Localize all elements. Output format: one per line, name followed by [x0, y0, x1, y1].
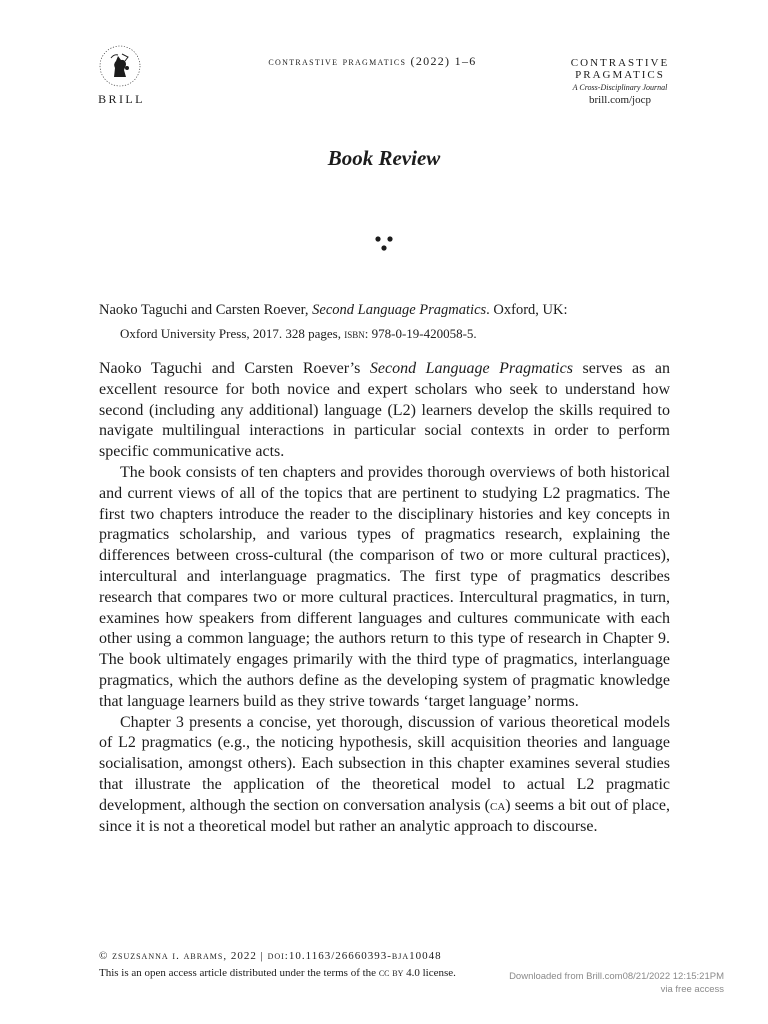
- paragraph-3-before: Chapter 3 presents a concise, yet thorough, discussion of various theoretical models of L2 pragmatics (e.g., the noticing hypothesis, skill acquisition theories and language socialisation, amongst others). Each subsection in this chapter examines several studies that illustrate the application of the theoretical model to actual L2 pragmatic development, although the section on conversation analysis (: [99, 713, 670, 814]
- citation-place: . Oxford, UK:: [486, 302, 568, 318]
- article-type-heading: Book Review: [327, 146, 441, 170]
- journal-subtitle: A Cross-Disciplinary Journal: [572, 83, 668, 92]
- running-head: contrastive pragmatics (2022) 1–6: [268, 54, 477, 68]
- body-paragraph-2: The book consists of ten chapters and provides thorough overviews of both historical and current views of all of the topics that are pertinent to studying L2 pragmatics. The first two chapters introduce the reader to the disciplinary histories and key concepts in pragmatics scholarship, and various types of pragmatics research, explaining the differences between cross-cultural (the comparison of two or more cultural practices), intercultural and interlanguage pragmatics. The first type of pragmatics describes research that compares two or more cultural practices. Intercultural pragmatics, in turn, examines how speakers from different languages and cultures communicate with each other using a common language; the authors return to this type of research in Chapter 9. The book ultimately engages primarily with the third type of pragmatics, interlanguage pragmatics, which the authors define as the developing system of pragmatic knowledge that language learners build as they strive towards ‘target language’ norms.: [99, 463, 670, 710]
- citation-isbn-label: isbn: [344, 326, 365, 341]
- publisher-name: BRILL: [98, 92, 145, 106]
- paragraph-1-book-title: Second Language Pragmatics: [369, 360, 573, 377]
- paragraph-3-after: ) seems a bit out of place, since it is not a theoretical model but rather an analytic approach to discourse.: [99, 796, 670, 835]
- brill-emblem-icon: [98, 44, 142, 88]
- ornament-dots-icon: [372, 232, 396, 257]
- paragraph-1-rest: serves as an excellent resource for both novice and expert scholars who seek to understand how second (including any additional) language (L2) learners develop the skills required to navigate multilingual interactions in particular social contexts in order to perform specific communicative acts.: [99, 360, 670, 461]
- paragraph-1-lead: Naoko Taguchi and Carsten Roever’s: [99, 360, 370, 377]
- citation-title: Second Language Pragmatics: [312, 302, 487, 318]
- paragraph-3-abbr: ca: [490, 796, 506, 814]
- license-text: This is an open access article distributed under the terms of the: [99, 967, 379, 979]
- journal-name-line1: CONTRASTIVE: [570, 57, 670, 69]
- download-watermark: [434, 970, 724, 996]
- copyright-line: © zsuzsanna i. abrams, 2022 | doi:10.1163/26660393-bja10048: [99, 950, 442, 962]
- article-body: [99, 359, 670, 837]
- journal-name-line2: PRAGMATICS: [575, 69, 665, 81]
- journal-masthead: [560, 57, 680, 106]
- citation-authors: Naoko Taguchi and Carsten Roever,: [99, 302, 313, 318]
- citation-publisher-line: [99, 322, 669, 345]
- body-paragraph-3: [99, 713, 670, 838]
- brill-logo[interactable]: [92, 44, 148, 107]
- body-paragraph-1: [99, 359, 670, 463]
- citation-publisher: Oxford University Press, 2017. 328 pages,: [120, 326, 345, 341]
- book-citation: [99, 299, 669, 345]
- citation-isbn: : 978-0-19-420058-5.: [364, 326, 477, 341]
- license-link[interactable]: cc by: [378, 967, 404, 979]
- license-version: 4.0 license.: [403, 967, 456, 979]
- journal-url-link[interactable]: brill.com/jocp: [588, 94, 651, 106]
- download-note-line1: Downloaded from Brill.com08/21/2022 12:15:21PM: [509, 971, 724, 982]
- download-note-line2: via free access: [660, 984, 724, 995]
